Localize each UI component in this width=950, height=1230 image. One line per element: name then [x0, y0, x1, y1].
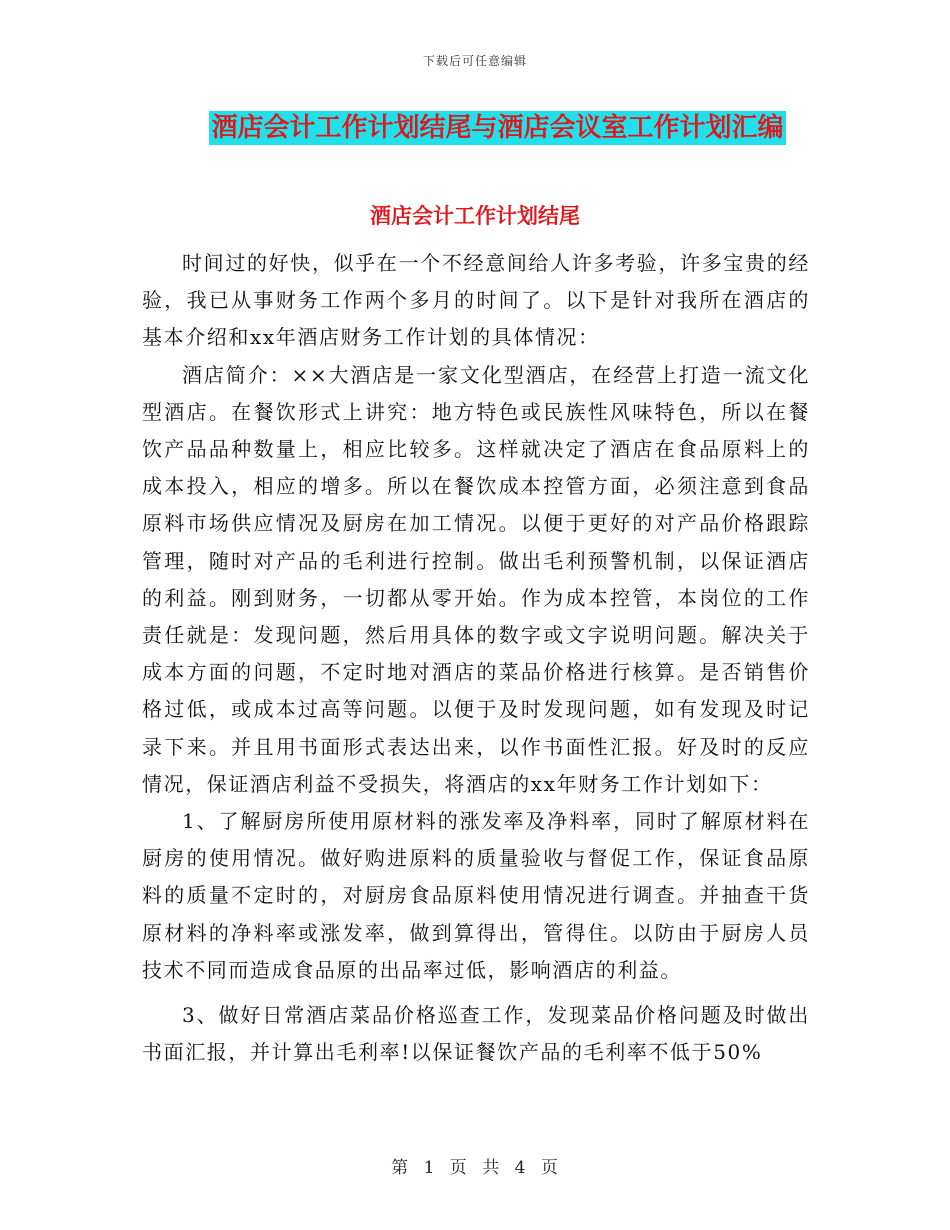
paragraph-hotel-profile: 酒店简介：××大酒店是一家文化型酒店，在经营上打造一流文化型酒店。在餐饮形式上讲究：地方特色或民族性风味特色，所以在餐饮产品品种数量上，相应比较多。这样就决定了酒店在食品原料上的成本投入，相应的增多。所以在餐饮成本控管方面，必须注意到食品原料市场供应情况及厨房在加工情况。以便于更好的对产品价格跟踪管理，随时对产品的毛利进行控制。做出毛利预警机制，以保证酒店的利益。刚到财务，一切都从零开始。作为成本控管，本岗位的工作责任就是：发现问题，然后用具体的数字或文字说明问题。解决关于成本方面的问题，不定时地对酒店的菜品价格进行核算。是否销售价格过低，或成本过高等问题。以便于及时发现问题，如有发现及时记录下来。并且用书面形式表达出来，以作书面性汇报。好及时的反应情况，保证酒店利益不受损失，将酒店的xx年财务工作计划如下：: [142, 362, 810, 796]
page-footer: [0, 1153, 950, 1178]
footer-label-di: 第: [391, 1158, 410, 1178]
footer-label-ye-end: 页: [540, 1158, 559, 1178]
footer-total-pages: 4: [514, 1158, 527, 1178]
paragraph-item-1: 1、了解厨房所使用原材料的涨发率及净料率，同时了解原材料在厨房的使用情况。做好购进原料的质量验收与督促工作，保证食品原料的质量不定时的，对厨房食品原料使用情况进行调查。并抽查干货原材料的净料率或涨发率，做到算得出，管得住。以防由于厨房人员技术不同而造成食品原的出品率过低，影响酒店的利益。: [142, 809, 810, 982]
header-note: 下载后可任意编辑: [422, 54, 527, 68]
document-body: [142, 245, 810, 1071]
document-title-container: [0, 111, 950, 145]
paragraph-intro: 时间过的好快，似乎在一个不经意间给人许多考验，许多宝贵的经验，我已从事财务工作两个多月的时间了。以下是针对我所在酒店的基本介绍和xx年酒店财务工作计划的具体情况：: [142, 251, 810, 350]
footer-label-ye: 页: [449, 1158, 468, 1178]
footer-label-gong: 共: [482, 1158, 501, 1178]
footer-current-page: 1: [423, 1158, 436, 1178]
section-title: 酒店会计工作计划结尾: [370, 203, 580, 228]
document-title: 酒店会计工作计划结尾与酒店会议室工作计划汇编: [211, 113, 784, 143]
paragraph-item-3: 3、做好日常酒店菜品价格巡查工作，发现菜品价格问题及时做出书面汇报，并计算出毛利率!以保证餐饮产品的毛利率不低于50%: [142, 1003, 810, 1065]
